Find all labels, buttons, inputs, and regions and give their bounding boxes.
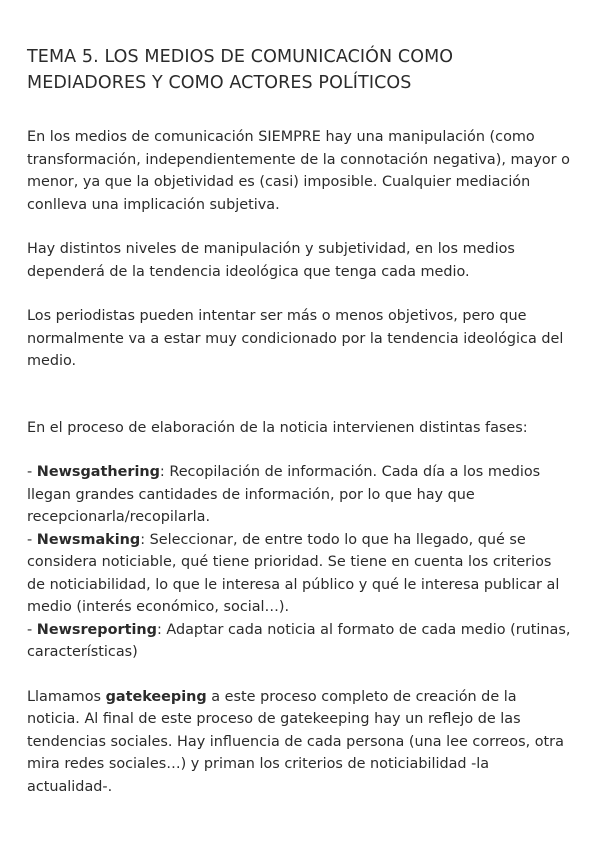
closing-text: a este proceso completo de creación de la noticia. Al final de este proceso de gatekeeping hay un reflejo de las tendencias sociales. Hay influencia de cada persona (una lee correos, otra mira redes sociales…) y priman los criterios de noticiabilidad -la actualidad-. — [27, 688, 564, 795]
phase-item-newsgathering — [27, 461, 572, 529]
closing-term: gatekeeping — [105, 688, 207, 705]
paragraph-journalists: Los periodistas pueden intentar ser más o menos objetivos, pero que normalmente va a estar muy condicionado por la tendencia ideológica del medio. — [27, 308, 564, 369]
closing-prefix: Llamamos — [27, 688, 106, 705]
page-title: TEMA 5. LOS MEDIOS DE COMUNICACIÓN COMO MEDIADORES Y COMO ACTORES POLÍTICOS — [27, 47, 454, 93]
phase-term: Newsgathering — [36, 464, 160, 480]
phase-term: Newsreporting — [36, 621, 157, 638]
phase-list — [27, 461, 572, 664]
phase-prefix: - — [27, 531, 37, 548]
paragraph-levels: Hay distintos niveles de manipulación y subjetividad, en los medios dependerá de la tendencia ideológica que tenga cada medio. — [27, 241, 515, 280]
phase-item-newsmaking — [27, 529, 572, 619]
phase-description: : Seleccionar, de entre todo lo que ha llegado, qué se considera noticiable, qué tiene prioridad. Se tiene en cuenta los criterios de noticiabilidad, lo que le interesa al público y qué le interesa publicar al medio (interés económico, social…). — [27, 531, 560, 615]
paragraph-gatekeeping — [27, 686, 572, 799]
phase-item-newsreporting — [27, 619, 572, 664]
phase-description: : Adaptar cada noticia al formato de cada medio (rutinas, características) — [27, 621, 571, 660]
paragraph-phases-intro: En el proceso de elaboración de la noticia intervienen distintas fases: — [27, 419, 528, 436]
paragraph-manipulation: En los medios de comunicación SIEMPRE hay una manipulación (como transformación, independientemente de la connotación negativa), mayor o menor, ya que la objetividad es (casi) imposible. Cualquier mediación conlleva una implicación subjetiva. — [27, 129, 570, 213]
phase-term: Newsmaking — [36, 531, 141, 548]
phase-prefix: - — [27, 621, 37, 638]
phase-description: : Recopilación de información. Cada día a los medios llegan grandes cantidades de información, por lo que hay que recepcionarla/recopilarla. — [27, 464, 541, 525]
phase-prefix: - — [27, 464, 37, 480]
